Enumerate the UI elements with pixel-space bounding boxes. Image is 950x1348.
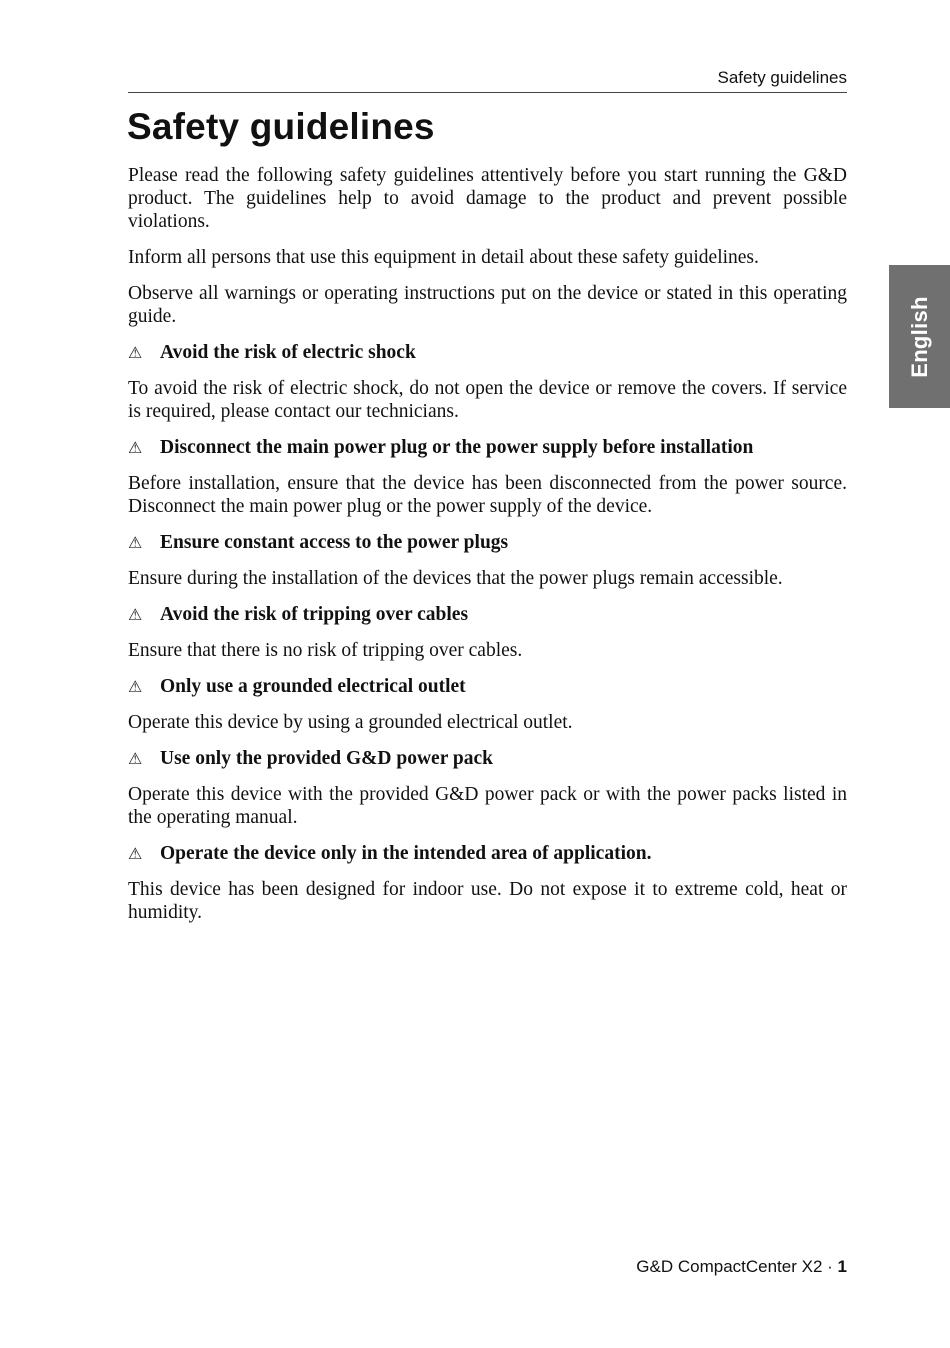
warning-text: Operate this device by using a grounded electrical outlet.	[128, 712, 573, 733]
warning-triangle-icon: ⚠	[128, 438, 143, 457]
warning-heading	[128, 341, 847, 364]
warning-heading	[128, 675, 847, 698]
warning-heading-text: Avoid the risk of electric shock	[160, 342, 416, 363]
footer-product-name: G&D CompactCenter X2 ·	[636, 1257, 838, 1276]
warning-triangle-icon: ⚠	[128, 533, 143, 552]
warning-triangle-icon: ⚠	[128, 343, 143, 362]
warning-triangle-icon: ⚠	[128, 677, 143, 696]
warning-heading-text: Disconnect the main power plug or the power supply before installation	[160, 437, 754, 458]
warning-heading-text: Ensure constant access to the power plugs	[160, 532, 509, 553]
running-header: Safety guidelines	[128, 68, 847, 93]
page-footer	[636, 1257, 847, 1277]
intro-paragraph: Inform all persons that use this equipment in detail about these safety guidelines.	[128, 247, 759, 268]
warning-text: Ensure that there is no risk of tripping over cables.	[128, 640, 523, 661]
warning-heading	[128, 842, 847, 865]
warning-heading-text: Avoid the risk of tripping over cables	[160, 604, 469, 625]
page-number: 1	[837, 1257, 847, 1276]
warning-triangle-icon: ⚠	[128, 749, 143, 768]
warning-heading	[128, 603, 847, 626]
warning-text: To avoid the risk of electric shock, do not open the device or remove the covers. If service is required, please contact our technicians.	[128, 378, 847, 422]
warning-heading	[128, 436, 847, 459]
language-tab[interactable]	[889, 265, 950, 408]
warning-triangle-icon: ⚠	[128, 844, 143, 863]
warning-text: Before installation, ensure that the device has been disconnected from the power source. Disconnect the main power plug or the power supply of the device.	[128, 473, 847, 517]
warning-heading	[128, 747, 847, 770]
document-body	[128, 164, 847, 937]
warning-heading-text: Operate the device only in the intended area of application.	[160, 843, 652, 864]
intro-paragraph: Please read the following safety guidelines attentively before you start running the G&D product. The guidelines help to avoid damage to the product and prevent possible violations.	[128, 165, 847, 232]
intro-paragraph: Observe all warnings or operating instructions put on the device or stated in this operating guide.	[128, 283, 847, 327]
language-tab-label: English	[906, 295, 932, 378]
page-title: Safety guidelines	[127, 106, 435, 147]
warning-text: Ensure during the installation of the devices that the power plugs remain accessible.	[128, 568, 783, 589]
warning-heading-text: Use only the provided G&D power pack	[160, 748, 493, 769]
warning-text: Operate this device with the provided G&D power pack or with the power packs listed in the operating manual.	[128, 784, 847, 828]
warning-triangle-icon: ⚠	[128, 605, 143, 624]
warning-heading-text: Only use a grounded electrical outlet	[160, 676, 466, 697]
warning-heading	[128, 531, 847, 554]
warning-text: This device has been designed for indoor use. Do not expose it to extreme cold, heat or humidity.	[128, 879, 847, 923]
